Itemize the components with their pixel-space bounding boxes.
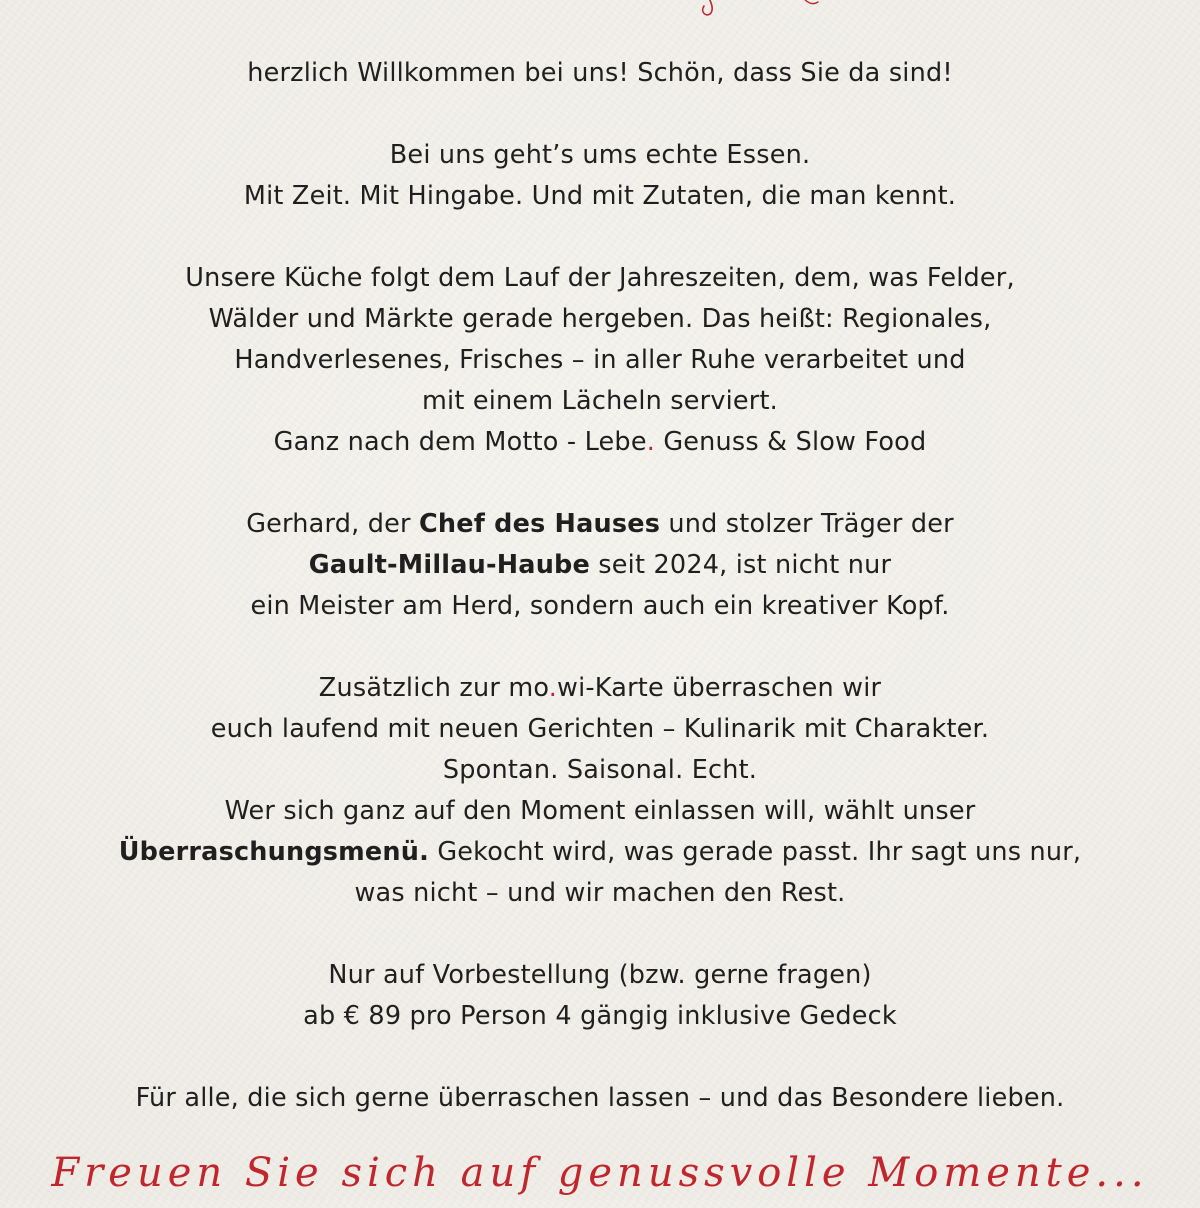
creative-line: ein Meister am Herd, sondern auch ein kreativer Kopf. (250, 591, 950, 621)
motto-text-end: Genuss & Slow Food (655, 427, 927, 457)
top-script-flourish (690, 0, 830, 18)
closing-script-line: Freuen Sie sich auf genussvolle Momente... (51, 1150, 1149, 1196)
red-dot-accent: . (646, 427, 656, 457)
chef-title-bold: Chef des Hauses (418, 509, 661, 539)
surprise-menu-line (0, 832, 1200, 873)
smile-line: mit einem Lächeln serviert. (422, 386, 778, 416)
surprise-menu-bold: Überraschungsmenü. (118, 837, 430, 867)
chef-line-end: und stolzer Träger der (660, 509, 954, 539)
award-line-end: seit 2024, ist nicht nur (590, 550, 892, 580)
red-dot-accent: . (548, 673, 558, 703)
paragraph-gap (0, 94, 1200, 135)
paragraph-gap (0, 217, 1200, 258)
paragraph-gap (0, 463, 1200, 504)
rest-line: was nicht – und wir machen den Rest. (354, 878, 846, 908)
fresh-line: Handverlesenes, Frisches – in aller Ruhe verarbeitet und (234, 345, 966, 375)
award-name-bold: Gault-Millau-Haube (308, 550, 590, 580)
seasons-line: Unsere Küche folgt dem Lauf der Jahreszeiten, dem, was Felder, (185, 263, 1015, 293)
motto-text-start: Ganz nach dem Motto - Lebe (273, 427, 647, 457)
paragraph-gap (0, 1037, 1200, 1078)
paragraph-gap (0, 627, 1200, 668)
moment-line: Wer sich ganz auf den Moment einlassen will, wählt unser (224, 796, 976, 826)
menu-intro-text (0, 53, 1200, 1119)
motto-line (0, 422, 1200, 463)
price-line: ab € 89 pro Person 4 gängig inklusive Gedeck (303, 1001, 897, 1031)
time-devotion-line: Mit Zeit. Mit Hingabe. Und mit Zutaten, die man kennt. (243, 181, 957, 211)
chef-line (0, 504, 1200, 545)
special-line: Für alle, die sich gerne überraschen lassen – und das Besondere lieben. (135, 1083, 1065, 1113)
surprise-menu-end: Gekocht wird, was gerade passt. Ihr sagt uns nur, (429, 837, 1082, 867)
menu-card-end: wi-Karte überraschen wir (557, 673, 882, 703)
new-dishes-line: euch laufend mit neuen Gerichten – Kulinarik mit Charakter. (210, 714, 990, 744)
real-food-line: Bei uns geht’s ums echte Essen. (389, 140, 811, 170)
spontaneous-line: Spontan. Saisonal. Echt. (442, 755, 758, 785)
menu-card-start: Zusätzlich zur mo (318, 673, 549, 703)
preorder-line: Nur auf Vorbestellung (bzw. gerne fragen) (328, 960, 872, 990)
chef-line-start: Gerhard, der (246, 509, 419, 539)
award-line (0, 545, 1200, 586)
paragraph-gap (0, 914, 1200, 955)
welcome-line: herzlich Willkommen bei uns! Schön, dass Sie da sind! (247, 58, 953, 88)
markets-line: Wälder und Märkte gerade hergeben. Das heißt: Regionales, (208, 304, 992, 334)
menu-card-line (0, 668, 1200, 709)
